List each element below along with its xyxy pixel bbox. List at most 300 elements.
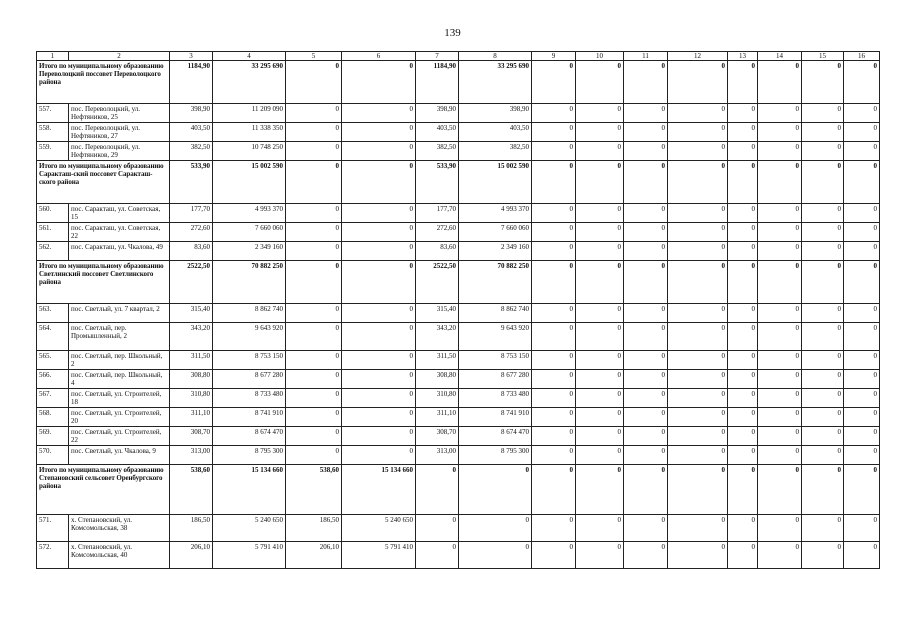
value-cell: 0 [668,242,728,261]
value-cell: 0 [576,242,624,261]
value-cell: 0 [844,304,880,323]
column-number: 16 [844,52,880,61]
value-cell: 0 [802,446,844,465]
value-cell: 272,60 [416,223,459,242]
value-cell: 5 240 650 [213,515,286,542]
value-cell: 0 [728,427,758,446]
value-cell: 0 [758,61,802,104]
address-cell: пос. Саракташ, ул. Чкалова, 49 [69,242,170,261]
column-number: 5 [286,52,342,61]
value-cell: 0 [286,61,342,104]
table-row [37,408,880,427]
value-cell: 0 [532,223,576,242]
value-cell: 0 [728,123,758,142]
value-cell: 0 [728,389,758,408]
value-cell: 0 [576,515,624,542]
value-cell: 0 [532,351,576,370]
value-cell: 0 [844,142,880,161]
value-cell: 0 [459,465,532,515]
value-cell: 0 [624,351,668,370]
value-cell: 0 [844,323,880,351]
value-cell: 0 [576,261,624,304]
value-cell: 186,50 [170,515,213,542]
row-index: 570. [37,446,69,465]
value-cell: 206,10 [170,542,213,569]
value-cell: 0 [624,446,668,465]
value-cell: 0 [758,351,802,370]
value-cell: 398,90 [416,104,459,123]
value-cell: 0 [844,161,880,204]
value-cell: 313,00 [416,446,459,465]
value-cell: 0 [624,515,668,542]
value-cell: 0 [844,408,880,427]
value-cell: 0 [342,370,416,389]
column-number: 6 [342,52,416,61]
column-number: 10 [576,52,624,61]
value-cell: 0 [802,142,844,161]
value-cell: 0 [532,323,576,351]
value-cell: 0 [624,389,668,408]
value-cell: 0 [532,408,576,427]
address-cell: пос. Светлый, ул. Строителей, 22 [69,427,170,446]
value-cell: 0 [802,61,844,104]
value-cell: 15 134 660 [342,465,416,515]
value-cell: 0 [416,465,459,515]
value-cell: 0 [342,351,416,370]
row-index: 557. [37,104,69,123]
value-cell: 315,40 [416,304,459,323]
value-cell: 0 [844,261,880,304]
value-cell: 0 [728,323,758,351]
value-cell: 0 [286,446,342,465]
row-index: 562. [37,242,69,261]
row-index: 571. [37,515,69,542]
table-row [37,304,880,323]
value-cell: 0 [802,204,844,223]
value-cell: 308,70 [416,427,459,446]
value-cell: 0 [624,123,668,142]
value-cell: 0 [802,161,844,204]
value-cell: 0 [576,142,624,161]
value-cell: 8 795 300 [459,446,532,465]
value-cell: 0 [342,323,416,351]
value-cell: 0 [576,61,624,104]
value-cell: 0 [286,161,342,204]
value-cell: 0 [459,542,532,569]
value-cell: 0 [844,104,880,123]
value-cell: 0 [286,427,342,446]
value-cell: 0 [728,142,758,161]
value-cell: 4 993 370 [213,204,286,223]
value-cell: 0 [532,446,576,465]
value-cell: 0 [532,242,576,261]
value-cell: 0 [668,542,728,569]
value-cell: 5 791 410 [213,542,286,569]
value-cell: 0 [728,408,758,427]
address-cell: пос. Переволоцкий, ул. Нефтяников, 29 [69,142,170,161]
subtotal-label: Итого по муниципальному образованию Степановский сельсовет Оренбургского района [37,465,170,515]
value-cell: 8 753 150 [213,351,286,370]
address-cell: пос. Светлый, ул. Чкалова, 9 [69,446,170,465]
table-row [37,323,880,351]
address-cell: пос. Светлый, пер. Школьный, 2 [69,351,170,370]
address-cell: пос. Саракташ, ул. Советская, 15 [69,204,170,223]
value-cell: 5 791 410 [342,542,416,569]
value-cell: 0 [576,204,624,223]
table-row [37,370,880,389]
value-cell: 2522,50 [170,261,213,304]
address-cell: пос. Светлый, ул. 7 квартал, 2 [69,304,170,323]
value-cell: 0 [342,261,416,304]
value-cell: 0 [758,427,802,446]
value-cell: 0 [758,123,802,142]
value-cell: 0 [286,370,342,389]
value-cell: 8 677 280 [213,370,286,389]
value-cell: 0 [342,104,416,123]
value-cell: 0 [624,242,668,261]
value-cell: 0 [844,370,880,389]
value-cell: 311,10 [170,408,213,427]
value-cell: 186,50 [286,515,342,542]
value-cell: 0 [758,161,802,204]
value-cell: 2522,50 [416,261,459,304]
table-row [37,389,880,408]
value-cell: 0 [802,323,844,351]
value-cell: 0 [758,542,802,569]
address-cell: пос. Светлый, пер. Школьный, 4 [69,370,170,389]
address-cell: пос. Светлый, ул. Строителей, 20 [69,408,170,427]
value-cell: 310,80 [416,389,459,408]
column-number: 4 [213,52,286,61]
value-cell: 83,60 [416,242,459,261]
value-cell: 0 [532,515,576,542]
row-index: 569. [37,427,69,446]
value-cell: 311,50 [416,351,459,370]
value-cell: 0 [728,515,758,542]
value-cell: 398,90 [170,104,213,123]
table-row [37,515,880,542]
value-cell: 0 [668,427,728,446]
value-cell: 0 [668,161,728,204]
value-cell: 0 [286,304,342,323]
value-cell: 15 002 590 [459,161,532,204]
value-cell: 10 748 250 [213,142,286,161]
value-cell: 0 [342,142,416,161]
table-row [37,142,880,161]
value-cell: 11 338 350 [213,123,286,142]
value-cell: 0 [286,323,342,351]
value-cell: 0 [668,61,728,104]
value-cell: 0 [342,427,416,446]
value-cell: 0 [728,351,758,370]
value-cell: 0 [342,389,416,408]
value-cell: 0 [286,242,342,261]
value-cell: 33 295 690 [459,61,532,104]
value-cell: 0 [576,427,624,446]
value-cell: 0 [758,323,802,351]
value-cell: 9 643 920 [213,323,286,351]
value-cell: 272,60 [170,223,213,242]
value-cell: 533,90 [416,161,459,204]
value-cell: 0 [728,304,758,323]
address-cell: пос. Переволоцкий, ул. Нефтяников, 27 [69,123,170,142]
row-index: 559. [37,142,69,161]
value-cell: 177,70 [170,204,213,223]
value-cell: 0 [802,351,844,370]
value-cell: 315,40 [170,304,213,323]
value-cell: 308,80 [416,370,459,389]
value-cell: 0 [668,408,728,427]
value-cell: 0 [624,370,668,389]
value-cell: 403,50 [459,123,532,142]
value-cell: 0 [802,123,844,142]
column-number: 14 [758,52,802,61]
subtotal-label: Итого по муниципальному образованию Саракташ-ский поссовет Саракташ-ского района [37,161,170,204]
value-cell: 0 [532,465,576,515]
value-cell: 0 [624,408,668,427]
value-cell: 0 [758,142,802,161]
table-header-row [37,52,880,61]
table-row [37,446,880,465]
value-cell: 0 [342,204,416,223]
value-cell: 0 [532,427,576,446]
address-cell: пос. Светлый, пер. Промышленный, 2 [69,323,170,351]
value-cell: 382,50 [170,142,213,161]
subtotal-row [37,161,880,204]
value-cell: 0 [728,446,758,465]
value-cell: 8 741 910 [213,408,286,427]
address-cell: пос. Светлый, ул. Строителей, 18 [69,389,170,408]
value-cell: 0 [342,161,416,204]
value-cell: 0 [844,542,880,569]
value-cell: 0 [624,323,668,351]
subtotal-label: Итого по муниципальному образованию Светлинский поссовет Светлинского района [37,261,170,304]
page-number: 139 [444,27,461,39]
value-cell: 0 [668,446,728,465]
value-cell: 0 [844,389,880,408]
value-cell: 0 [668,223,728,242]
value-cell: 0 [576,123,624,142]
table-row [37,204,880,223]
value-cell: 0 [576,370,624,389]
value-cell: 0 [532,142,576,161]
value-cell: 8 862 740 [459,304,532,323]
value-cell: 0 [532,389,576,408]
value-cell: 310,80 [170,389,213,408]
value-cell: 398,90 [459,104,532,123]
value-cell: 8 741 910 [459,408,532,427]
value-cell: 0 [416,515,459,542]
row-index: 567. [37,389,69,408]
column-number: 11 [624,52,668,61]
value-cell: 0 [802,304,844,323]
value-cell: 0 [576,304,624,323]
value-cell: 0 [802,104,844,123]
value-cell: 4 993 370 [459,204,532,223]
value-cell: 0 [286,104,342,123]
value-cell: 0 [844,223,880,242]
value-cell: 0 [758,261,802,304]
row-index: 561. [37,223,69,242]
value-cell: 311,50 [170,351,213,370]
value-cell: 0 [286,261,342,304]
value-cell: 0 [624,104,668,123]
value-cell: 0 [728,223,758,242]
table-row [37,542,880,569]
value-cell: 0 [532,61,576,104]
value-cell: 0 [342,61,416,104]
address-cell: х. Степановский, ул. Комсомольская, 40 [69,542,170,569]
value-cell: 0 [532,204,576,223]
table-row [37,242,880,261]
value-cell: 0 [802,408,844,427]
value-cell: 8 677 280 [459,370,532,389]
value-cell: 0 [758,370,802,389]
address-cell: пос. Саракташ, ул. Советская, 22 [69,223,170,242]
value-cell: 0 [802,515,844,542]
value-cell: 0 [286,408,342,427]
value-cell: 0 [728,261,758,304]
value-cell: 0 [802,223,844,242]
value-cell: 0 [728,242,758,261]
value-cell: 0 [844,427,880,446]
value-cell: 0 [758,304,802,323]
value-cell: 0 [802,242,844,261]
value-cell: 0 [758,242,802,261]
value-cell: 7 660 060 [459,223,532,242]
value-cell: 0 [286,142,342,161]
table-row [37,427,880,446]
value-cell: 0 [844,61,880,104]
value-cell: 311,10 [416,408,459,427]
value-cell: 0 [286,204,342,223]
row-index: 568. [37,408,69,427]
value-cell: 0 [624,61,668,104]
column-number: 8 [459,52,532,61]
value-cell: 0 [342,446,416,465]
value-cell: 0 [668,370,728,389]
value-cell: 0 [758,204,802,223]
value-cell: 7 660 060 [213,223,286,242]
value-cell: 0 [532,261,576,304]
value-cell: 308,70 [170,427,213,446]
value-cell: 0 [844,204,880,223]
value-cell: 0 [668,323,728,351]
value-cell: 0 [728,370,758,389]
value-cell: 0 [576,446,624,465]
value-cell: 1184,90 [170,61,213,104]
value-cell: 0 [624,142,668,161]
value-cell: 0 [668,142,728,161]
row-index: 572. [37,542,69,569]
value-cell: 0 [758,408,802,427]
value-cell: 0 [728,204,758,223]
row-index: 564. [37,323,69,351]
value-cell: 0 [844,515,880,542]
value-cell: 0 [624,223,668,242]
value-cell: 533,90 [170,161,213,204]
value-cell: 0 [844,351,880,370]
value-cell: 0 [624,465,668,515]
value-cell: 0 [342,304,416,323]
value-cell: 403,50 [416,123,459,142]
value-cell: 0 [728,161,758,204]
value-cell: 0 [624,427,668,446]
value-cell: 0 [728,465,758,515]
value-cell: 15 134 660 [213,465,286,515]
value-cell: 0 [668,389,728,408]
subtotal-row [37,61,880,104]
value-cell: 0 [802,465,844,515]
value-cell: 8 733 480 [459,389,532,408]
value-cell: 382,50 [416,142,459,161]
value-cell: 0 [624,204,668,223]
value-cell: 0 [668,123,728,142]
column-number: 12 [668,52,728,61]
value-cell: 0 [286,389,342,408]
value-cell: 0 [668,465,728,515]
value-cell: 0 [459,515,532,542]
value-cell: 8 733 480 [213,389,286,408]
value-cell: 0 [576,389,624,408]
value-cell: 0 [728,104,758,123]
value-cell: 0 [576,351,624,370]
value-cell: 0 [416,542,459,569]
column-number: 1 [37,52,69,61]
value-cell: 0 [758,515,802,542]
row-index: 565. [37,351,69,370]
value-cell: 313,00 [170,446,213,465]
address-cell: х. Степановский, ул. Комсомольская, 38 [69,515,170,542]
value-cell: 33 295 690 [213,61,286,104]
value-cell: 0 [624,304,668,323]
value-cell: 0 [728,61,758,104]
value-cell: 0 [576,104,624,123]
value-cell: 8 795 300 [213,446,286,465]
value-cell: 0 [576,323,624,351]
column-number: 13 [728,52,758,61]
value-cell: 382,50 [459,142,532,161]
value-cell: 0 [576,542,624,569]
value-cell: 0 [668,104,728,123]
value-cell: 538,60 [170,465,213,515]
value-cell: 0 [286,351,342,370]
value-cell: 0 [844,123,880,142]
value-cell: 0 [802,389,844,408]
value-cell: 1184,90 [416,61,459,104]
subtotal-row [37,465,880,515]
value-cell: 0 [668,351,728,370]
value-cell: 2 349 160 [213,242,286,261]
value-cell: 0 [624,261,668,304]
value-cell: 0 [342,223,416,242]
column-number: 3 [170,52,213,61]
address-cell: пос. Переволоцкий, ул. Нефтяников, 25 [69,104,170,123]
row-index: 566. [37,370,69,389]
table-row [37,104,880,123]
value-cell: 538,60 [286,465,342,515]
value-cell: 0 [532,161,576,204]
column-number: 7 [416,52,459,61]
value-cell: 83,60 [170,242,213,261]
value-cell: 0 [624,542,668,569]
row-index: 558. [37,123,69,142]
column-number: 2 [69,52,170,61]
value-cell: 0 [576,223,624,242]
row-index: 563. [37,304,69,323]
value-cell: 0 [802,427,844,446]
value-cell: 0 [668,204,728,223]
